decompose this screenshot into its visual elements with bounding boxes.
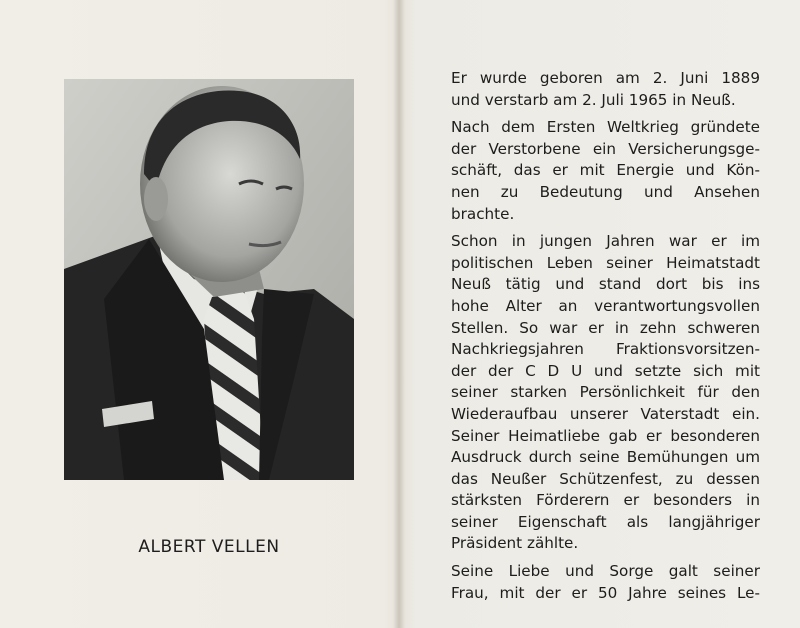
text-line: Seiner Heimatliebe gab er besonderen: [451, 426, 760, 445]
text-line: Nach dem Ersten Weltkrieg gründete: [451, 118, 760, 137]
text-line: seiner Eigenschaft als langjähriger: [451, 512, 760, 531]
text-line: politischen Leben seiner Heimatstadt: [451, 253, 760, 272]
obituary-text: [451, 68, 760, 610]
text-line: Seine Liebe und Sorge galt seiner: [451, 562, 760, 581]
paragraph-family: [451, 561, 760, 604]
portrait-caption: ALBERT VELLEN: [138, 537, 280, 557]
portrait-photo: [64, 79, 354, 480]
text-line: brachte.: [451, 204, 515, 223]
text-line: der Verstorbene ein Versicherungsge-: [451, 139, 760, 158]
text-line: seiner starken Persönlichkeit für den: [451, 383, 760, 402]
text-line: Wiederaufbau unserer Vaterstadt ein.: [451, 404, 760, 423]
text-line: hohe Alter an verantwortungsvollen: [451, 296, 760, 315]
text-line: nen zu Bedeutung und Ansehen: [451, 182, 760, 201]
paragraph-birth-death: [451, 68, 760, 111]
text-line: Neuß tätig und stand dort bis ins: [451, 275, 760, 294]
paragraph-politics: [451, 231, 760, 555]
text-line: Ausdruck durch seine Bemühungen um: [451, 448, 760, 467]
text-line: stärksten Förderern er besonders in: [451, 491, 760, 510]
card-fold: [393, 0, 405, 628]
text-line: und verstarb am 2. Juli 1965 in Neuß.: [451, 90, 736, 109]
text-line: Präsident zählte.: [451, 534, 579, 553]
text-line: schäft, das er mit Energie und Kön-: [451, 161, 760, 180]
text-line: Stellen. So war er in zehn schweren: [451, 318, 760, 337]
text-line: Frau, mit der er 50 Jahre seines Le-: [451, 583, 760, 602]
text-line: Schon in jungen Jahren war er im: [451, 232, 760, 251]
text-line: Er wurde geboren am 2. Juni 1889: [451, 69, 760, 87]
text-line: der der C D U und setzte sich mit: [451, 361, 760, 380]
text-line: das Neußer Schützenfest, zu dessen: [451, 469, 760, 488]
paragraph-career: [451, 117, 760, 225]
text-line: Nachkriegsjahren Fraktionsvorsitzen-: [451, 340, 760, 359]
